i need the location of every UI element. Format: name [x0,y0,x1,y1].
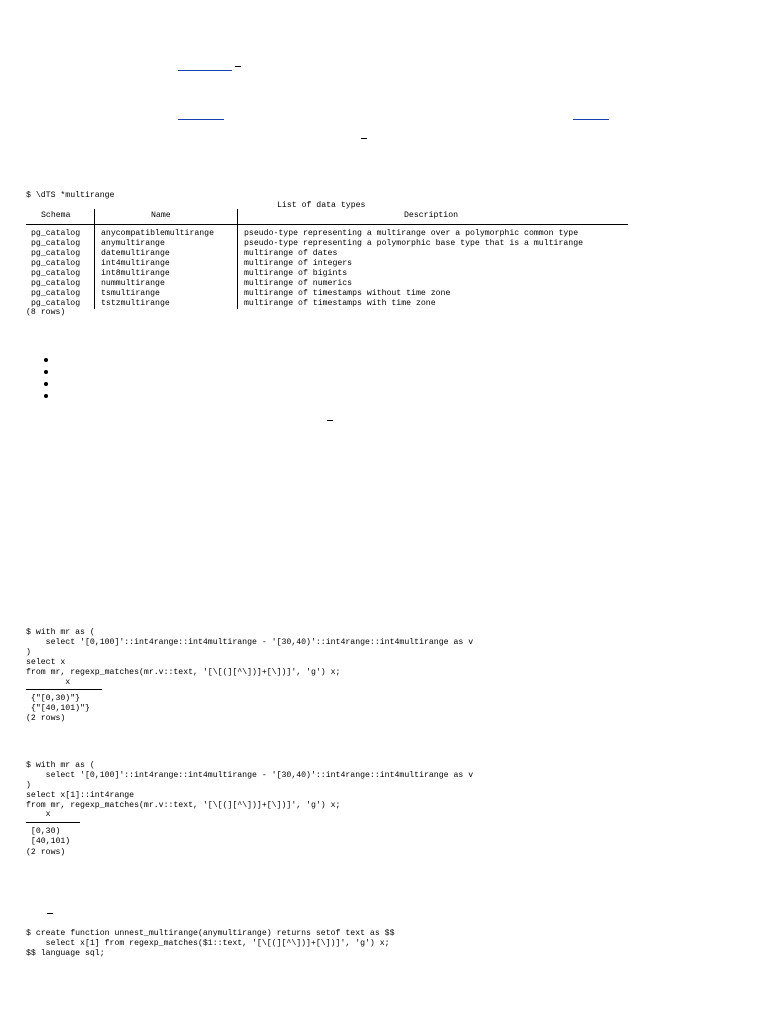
row-description: pseudo-type representing a multirange over a polymorphic common type [244,229,579,238]
row-name: int8multirange [101,269,170,278]
link-underline-2[interactable] [178,119,224,120]
row-schema: pg_catalog [31,229,81,238]
row-description: pseudo-type representing a polymorphic base type that is a multirange [244,239,584,248]
row-description: multirange of bigints [244,269,348,278]
dash-4 [47,913,53,914]
row-name: tsmultirange [101,289,160,298]
table-rule [26,224,628,225]
row-name: anycompatiblemultirange [101,229,215,238]
row-description: multirange of timestamps without time zone [244,289,451,298]
row-schema: pg_catalog [31,279,81,288]
row-description: multirange of numerics [244,279,353,288]
row-schema: pg_catalog [31,289,81,298]
dash-3 [327,420,333,421]
row-schema: pg_catalog [31,259,81,268]
header-description: Description [404,211,459,220]
row-name: nummultirange [101,279,165,288]
link-underline-3[interactable] [573,119,609,120]
create-function: $ create function unnest_multirange(anymultirange) returns setof text as $$ select x[1] from regexp_matches($1::text, '[\[(][^\])]+[\])]', 'g') x; $$ language sql; [26,929,395,958]
result2-rule [26,822,80,823]
col-sep-1 [94,209,95,309]
dash-2 [361,138,367,139]
row-name: int4multirange [101,259,170,268]
row-description: multirange of integers [244,259,353,268]
row-name: tstzmultirange [101,299,170,308]
result1-footer: (2 rows) [26,714,66,723]
row-name: datemultirange [101,249,170,258]
row-schema: pg_catalog [31,239,81,248]
col-sep-2 [237,209,238,309]
header-schema: Schema [41,211,71,220]
row-name: anymultirange [101,239,165,248]
result1-rule [26,689,102,690]
row-schema: pg_catalog [31,269,81,278]
result2-header: x [26,810,51,819]
table-caption: List of data types [277,201,366,210]
result1-rows: {"[0,30)"} {"[40,101)"} [30,694,90,713]
result2-footer: (2 rows) [26,848,66,857]
result1-header: x [26,678,71,687]
table-footer: (8 rows) [26,308,66,317]
row-description: multirange of dates [244,249,338,258]
dash-1 [235,66,241,67]
header-name: Name [151,211,171,220]
dt-command: $ \dTS *multirange [26,191,115,200]
with-query-1: $ with mr as ( select '[0,100]'::int4range::int4multirange - '[30,40)'::int4range::int4multirange as v ) select x from mr, regexp_matches(mr.v::text, '[\[(][^\])]+[\])]', 'g') x; [26,628,474,677]
result2-rows: [0,30) [40,101) [30,827,71,846]
row-description: multirange of timestamps with time zone [244,299,436,308]
with-query-2: $ with mr as ( select '[0,100]'::int4range::int4multirange - '[30,40)'::int4range::int4multirange as v ) select x[1]::int4range from mr, regexp_matches(mr.v::text, '[\[(][^\])]+[\])]', 'g') x; [26,761,474,810]
row-schema: pg_catalog [31,299,81,308]
row-schema: pg_catalog [31,249,81,258]
link-underline-1[interactable] [178,70,232,71]
